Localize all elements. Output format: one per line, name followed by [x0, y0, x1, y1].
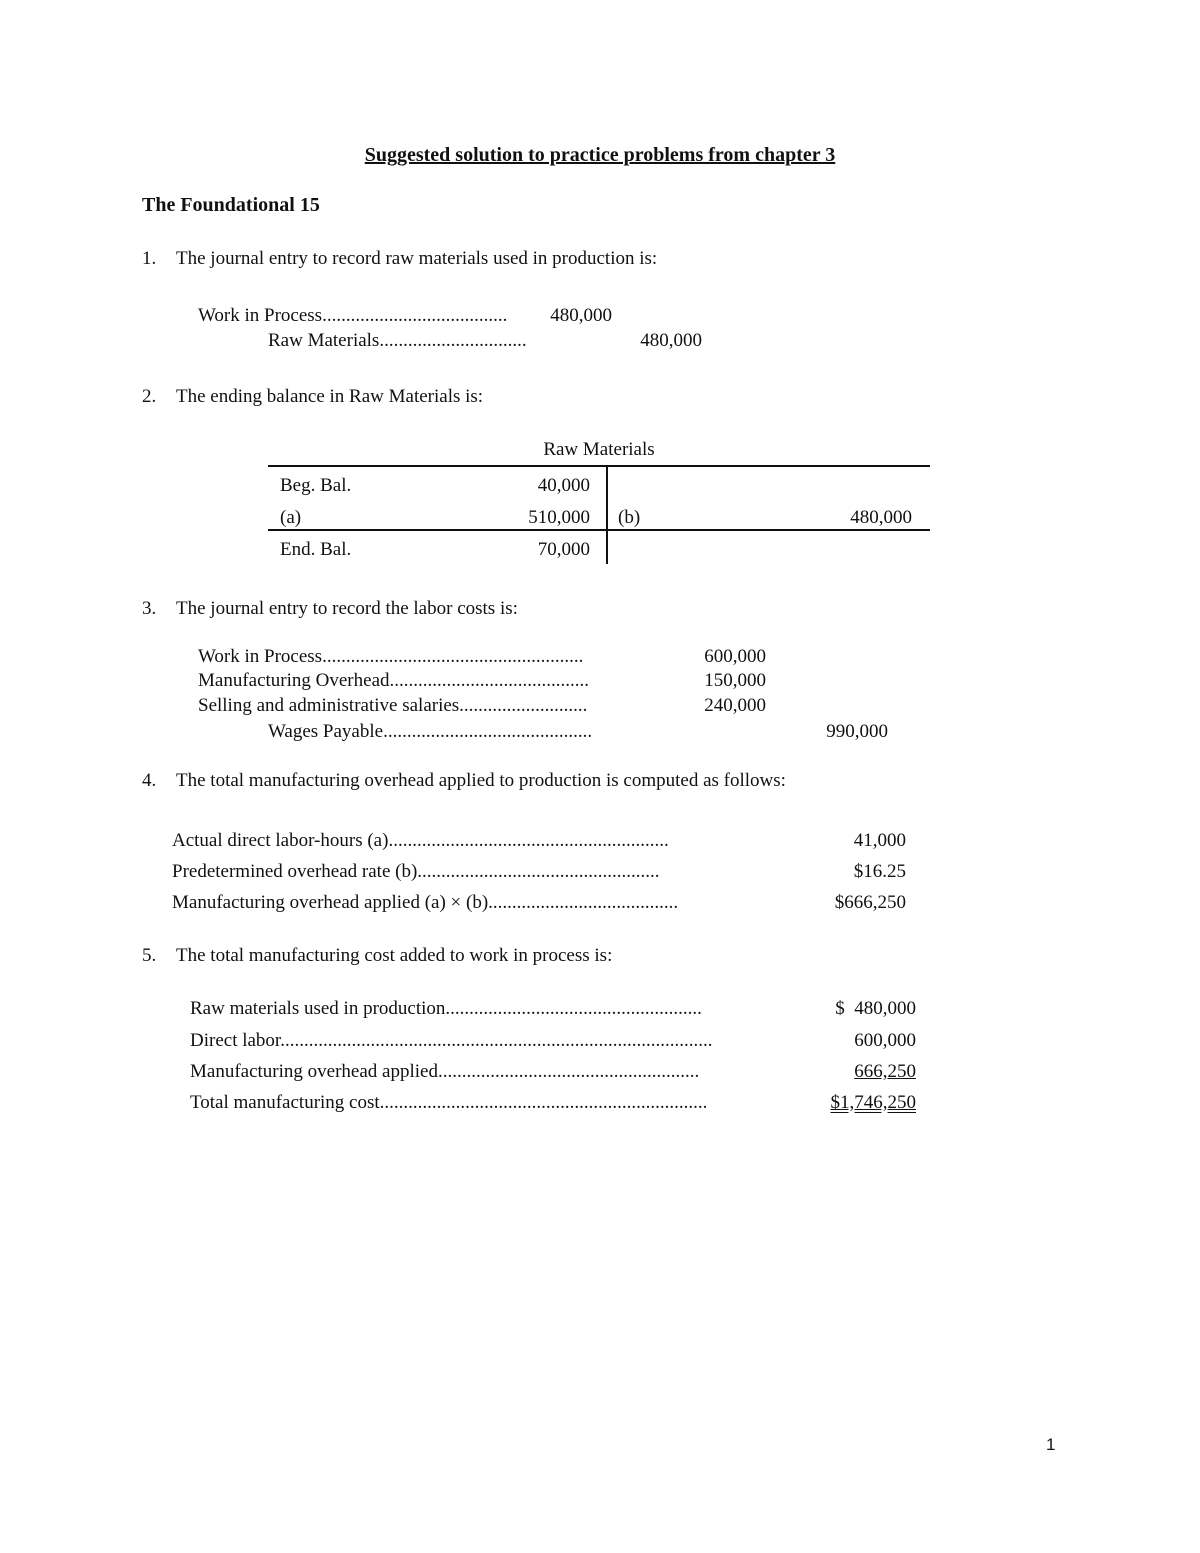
t-account-beg-label: Beg. Bal. — [280, 475, 352, 496]
q4-row-label: Actual direct labor-hours (a)........................................................... — [172, 831, 669, 850]
t-account-b-label: (b) — [618, 507, 641, 528]
q1-credit-amount: 480,000 — [640, 330, 702, 351]
q4-row-value: $666,250 — [834, 892, 906, 913]
page-number: 1 — [1046, 1435, 1056, 1454]
t-account-beg-amount: 40,000 — [537, 475, 590, 496]
q3-row-debit: 150,000 — [704, 670, 766, 691]
q5-row-label: Raw materials used in production...................................................... — [190, 999, 702, 1018]
q4-text: The total manufacturing overhead applied to production is computed as follows: — [176, 770, 786, 791]
q1-credit-label: Raw Materials............................... — [268, 331, 527, 350]
q3-row-label: Work in Process....................................................... — [198, 647, 584, 666]
page-title: Suggested solution to practice problems from chapter 3 — [364, 144, 836, 166]
t-account-top-rule — [268, 465, 930, 467]
q2-text: The ending balance in Raw Materials is: — [176, 386, 484, 407]
q5-total-value-text: $1,746,250 — [830, 1092, 916, 1113]
q5-row-value-text: 666,250 — [854, 1061, 916, 1082]
t-account-end-label: End. Bal. — [280, 539, 352, 560]
q3-row-label: Selling and administrative salaries........................... — [198, 696, 588, 715]
q2-number: 2. — [142, 386, 157, 407]
q3-row-label: Wages Payable............................................ — [268, 722, 593, 741]
t-account-title: Raw Materials — [543, 439, 655, 460]
q5-row-value — [800, 1093, 916, 1112]
q4-row-value: $16.25 — [853, 861, 906, 882]
t-account-center-rule — [606, 466, 608, 564]
t-account-b-amount: 480,000 — [850, 507, 912, 528]
q3-number: 3. — [142, 598, 157, 619]
q5-number: 5. — [142, 945, 157, 966]
t-account-a-amount: 510,000 — [528, 507, 590, 528]
q3-row-label: Manufacturing Overhead.......................................... — [198, 671, 590, 690]
q3-row-debit: 600,000 — [704, 646, 766, 667]
q5-row-label: Manufacturing overhead applied....................................................... — [190, 1062, 700, 1081]
section-heading: The Foundational 15 — [142, 194, 320, 216]
q4-number: 4. — [142, 770, 157, 791]
q4-row-label: Predetermined overhead rate (b)................................................... — [172, 862, 660, 881]
q4-row-value: 41,000 — [853, 830, 906, 851]
q1-text: The journal entry to record raw materials used in production is: — [176, 248, 658, 269]
q3-text: The journal entry to record the labor costs is: — [176, 598, 518, 619]
q1-number: 1. — [142, 248, 157, 269]
q5-row-value — [800, 1062, 916, 1081]
t-account-a-label: (a) — [280, 507, 302, 528]
q1-debit-label: Work in Process....................................... — [198, 306, 508, 325]
q5-row-value: 600,000 — [854, 1030, 916, 1051]
t-account-balance-rule — [268, 529, 930, 531]
q4-row-label: Manufacturing overhead applied (a) × (b)........................................ — [172, 893, 679, 912]
t-account-end-amount: 70,000 — [537, 539, 590, 560]
q5-row-label: Total manufacturing cost..................................................................... — [190, 1093, 708, 1112]
q3-row-debit: 240,000 — [704, 695, 766, 716]
q5-row-label: Direct labor........................................................................................... — [190, 1031, 713, 1050]
q3-row-credit: 990,000 — [826, 721, 888, 742]
q1-debit-amount: 480,000 — [550, 305, 612, 326]
q5-text: The total manufacturing cost added to work in process is: — [176, 945, 613, 966]
q5-row-value: $ 480,000 — [835, 998, 916, 1019]
